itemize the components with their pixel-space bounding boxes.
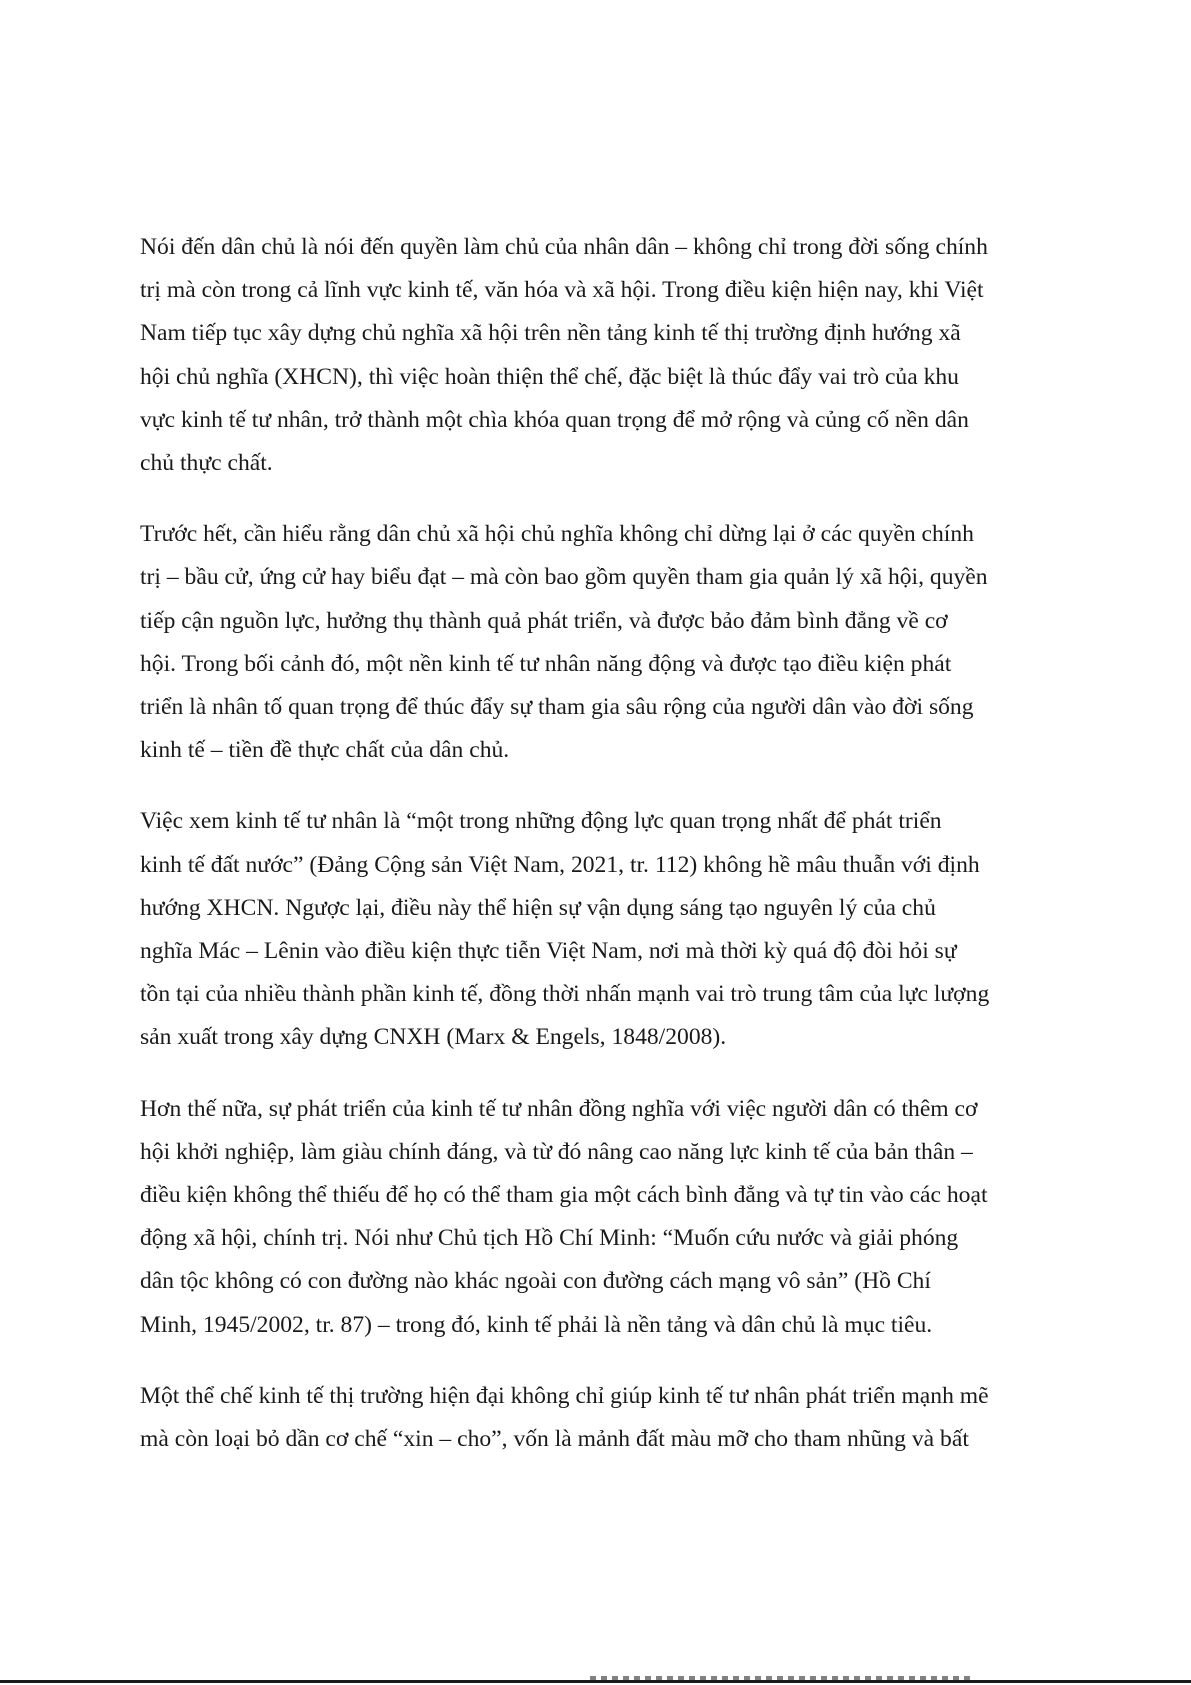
text-line: sản xuất trong xây dựng CNXH (Marx & Engels, 1848/2008). [140, 1024, 727, 1051]
text-line: Minh, 1945/2002, tr. 87) – trong đó, kinh tế phải là nền tảng và dân chủ là mục tiêu. [140, 1311, 933, 1338]
text-line: kinh tế – tiền đề thực chất của dân chủ. [140, 737, 510, 764]
page-bottom-edge [0, 1680, 1191, 1683]
text-line: trị mà còn trong cả lĩnh vực kinh tế, văn hóa và xã hội. Trong điều kiện hiện nay, khi Việt [140, 277, 984, 304]
text-line: hội chủ nghĩa (XHCN), thì việc hoàn thiện thể chế, đặc biệt là thúc đẩy vai trò của khu [140, 363, 959, 390]
text-line: Hơn thế nữa, sự phát triển của kinh tế tư nhân đồng nghĩa với việc người dân có thêm cơ [140, 1095, 978, 1122]
text-line: động xã hội, chính trị. Nói như Chủ tịch Hồ Chí Minh: “Muốn cứu nước và giải phóng [140, 1225, 959, 1252]
paragraph-1 [140, 226, 1060, 485]
text-line: Nói đến dân chủ là nói đến quyền làm chủ của nhân dân – không chỉ trong đời sống chính [140, 234, 988, 260]
text-line: Nam tiếp tục xây dựng chủ nghĩa xã hội trên nền tảng kinh tế thị trường định hướng xã [140, 320, 961, 347]
text-line: điều kiện không thể thiếu để họ có thể tham gia một cách bình đẳng và tự tin vào các hoạt [140, 1182, 988, 1209]
text-line: Việc xem kinh tế tư nhân là “một trong những động lực quan trọng nhất để phát triển [140, 808, 942, 835]
document-body [140, 226, 1060, 1489]
paragraph-3 [140, 800, 1060, 1059]
text-line: dân tộc không có con đường nào khác ngoài con đường cách mạng vô sản” (Hồ Chí [140, 1268, 931, 1295]
text-line: hướng XHCN. Ngược lại, điều này thể hiện sự vận dụng sáng tạo nguyên lý của chủ [140, 894, 936, 921]
text-line: kinh tế đất nước” (Đảng Cộng sản Việt Nam, 2021, tr. 112) không hề mâu thuẫn với định [140, 851, 980, 878]
paragraph-5 [140, 1375, 1060, 1461]
text-line: hội. Trong bối cảnh đó, một nền kinh tế tư nhân năng động và được tạo điều kiện phát [140, 650, 952, 677]
text-line: Một thể chế kinh tế thị trường hiện đại không chỉ giúp kinh tế tư nhân phát triển mạnh mẽ [140, 1382, 989, 1409]
text-line: hội khởi nghiệp, làm giàu chính đáng, và từ đó nâng cao năng lực kinh tế của bản thân – [140, 1138, 973, 1165]
text-line: tồn tại của nhiều thành phần kinh tế, đồng thời nhấn mạnh vai trò trung tâm của lực lượng [140, 981, 990, 1008]
text-line: vực kinh tế tư nhân, trở thành một chìa khóa quan trọng để mở rộng và củng cố nền dân [140, 406, 969, 433]
text-line: tiếp cận nguồn lực, hưởng thụ thành quả phát triển, và được bảo đảm bình đẳng về cơ [140, 607, 948, 634]
text-line: nghĩa Mác – Lênin vào điều kiện thực tiễn Việt Nam, nơi mà thời kỳ quá độ đòi hỏi sự [140, 938, 957, 965]
text-line: Trước hết, cần hiểu rằng dân chủ xã hội chủ nghĩa không chỉ dừng lại ở các quyền chính [140, 521, 974, 548]
paragraph-4 [140, 1088, 1060, 1347]
text-line: mà còn loại bỏ dần cơ chế “xin – cho”, vốn là mảnh đất màu mỡ cho tham nhũng và bất [140, 1426, 969, 1453]
paragraph-2 [140, 513, 1060, 772]
text-line: triển là nhân tố quan trọng để thúc đẩy sự tham gia sâu rộng của người dân vào đời sống [140, 694, 974, 721]
text-line: chủ thực chất. [140, 450, 273, 477]
text-line: trị – bầu cử, ứng cử hay biểu đạt – mà còn bao gồm quyền tham gia quản lý xã hội, quyền [140, 564, 988, 591]
